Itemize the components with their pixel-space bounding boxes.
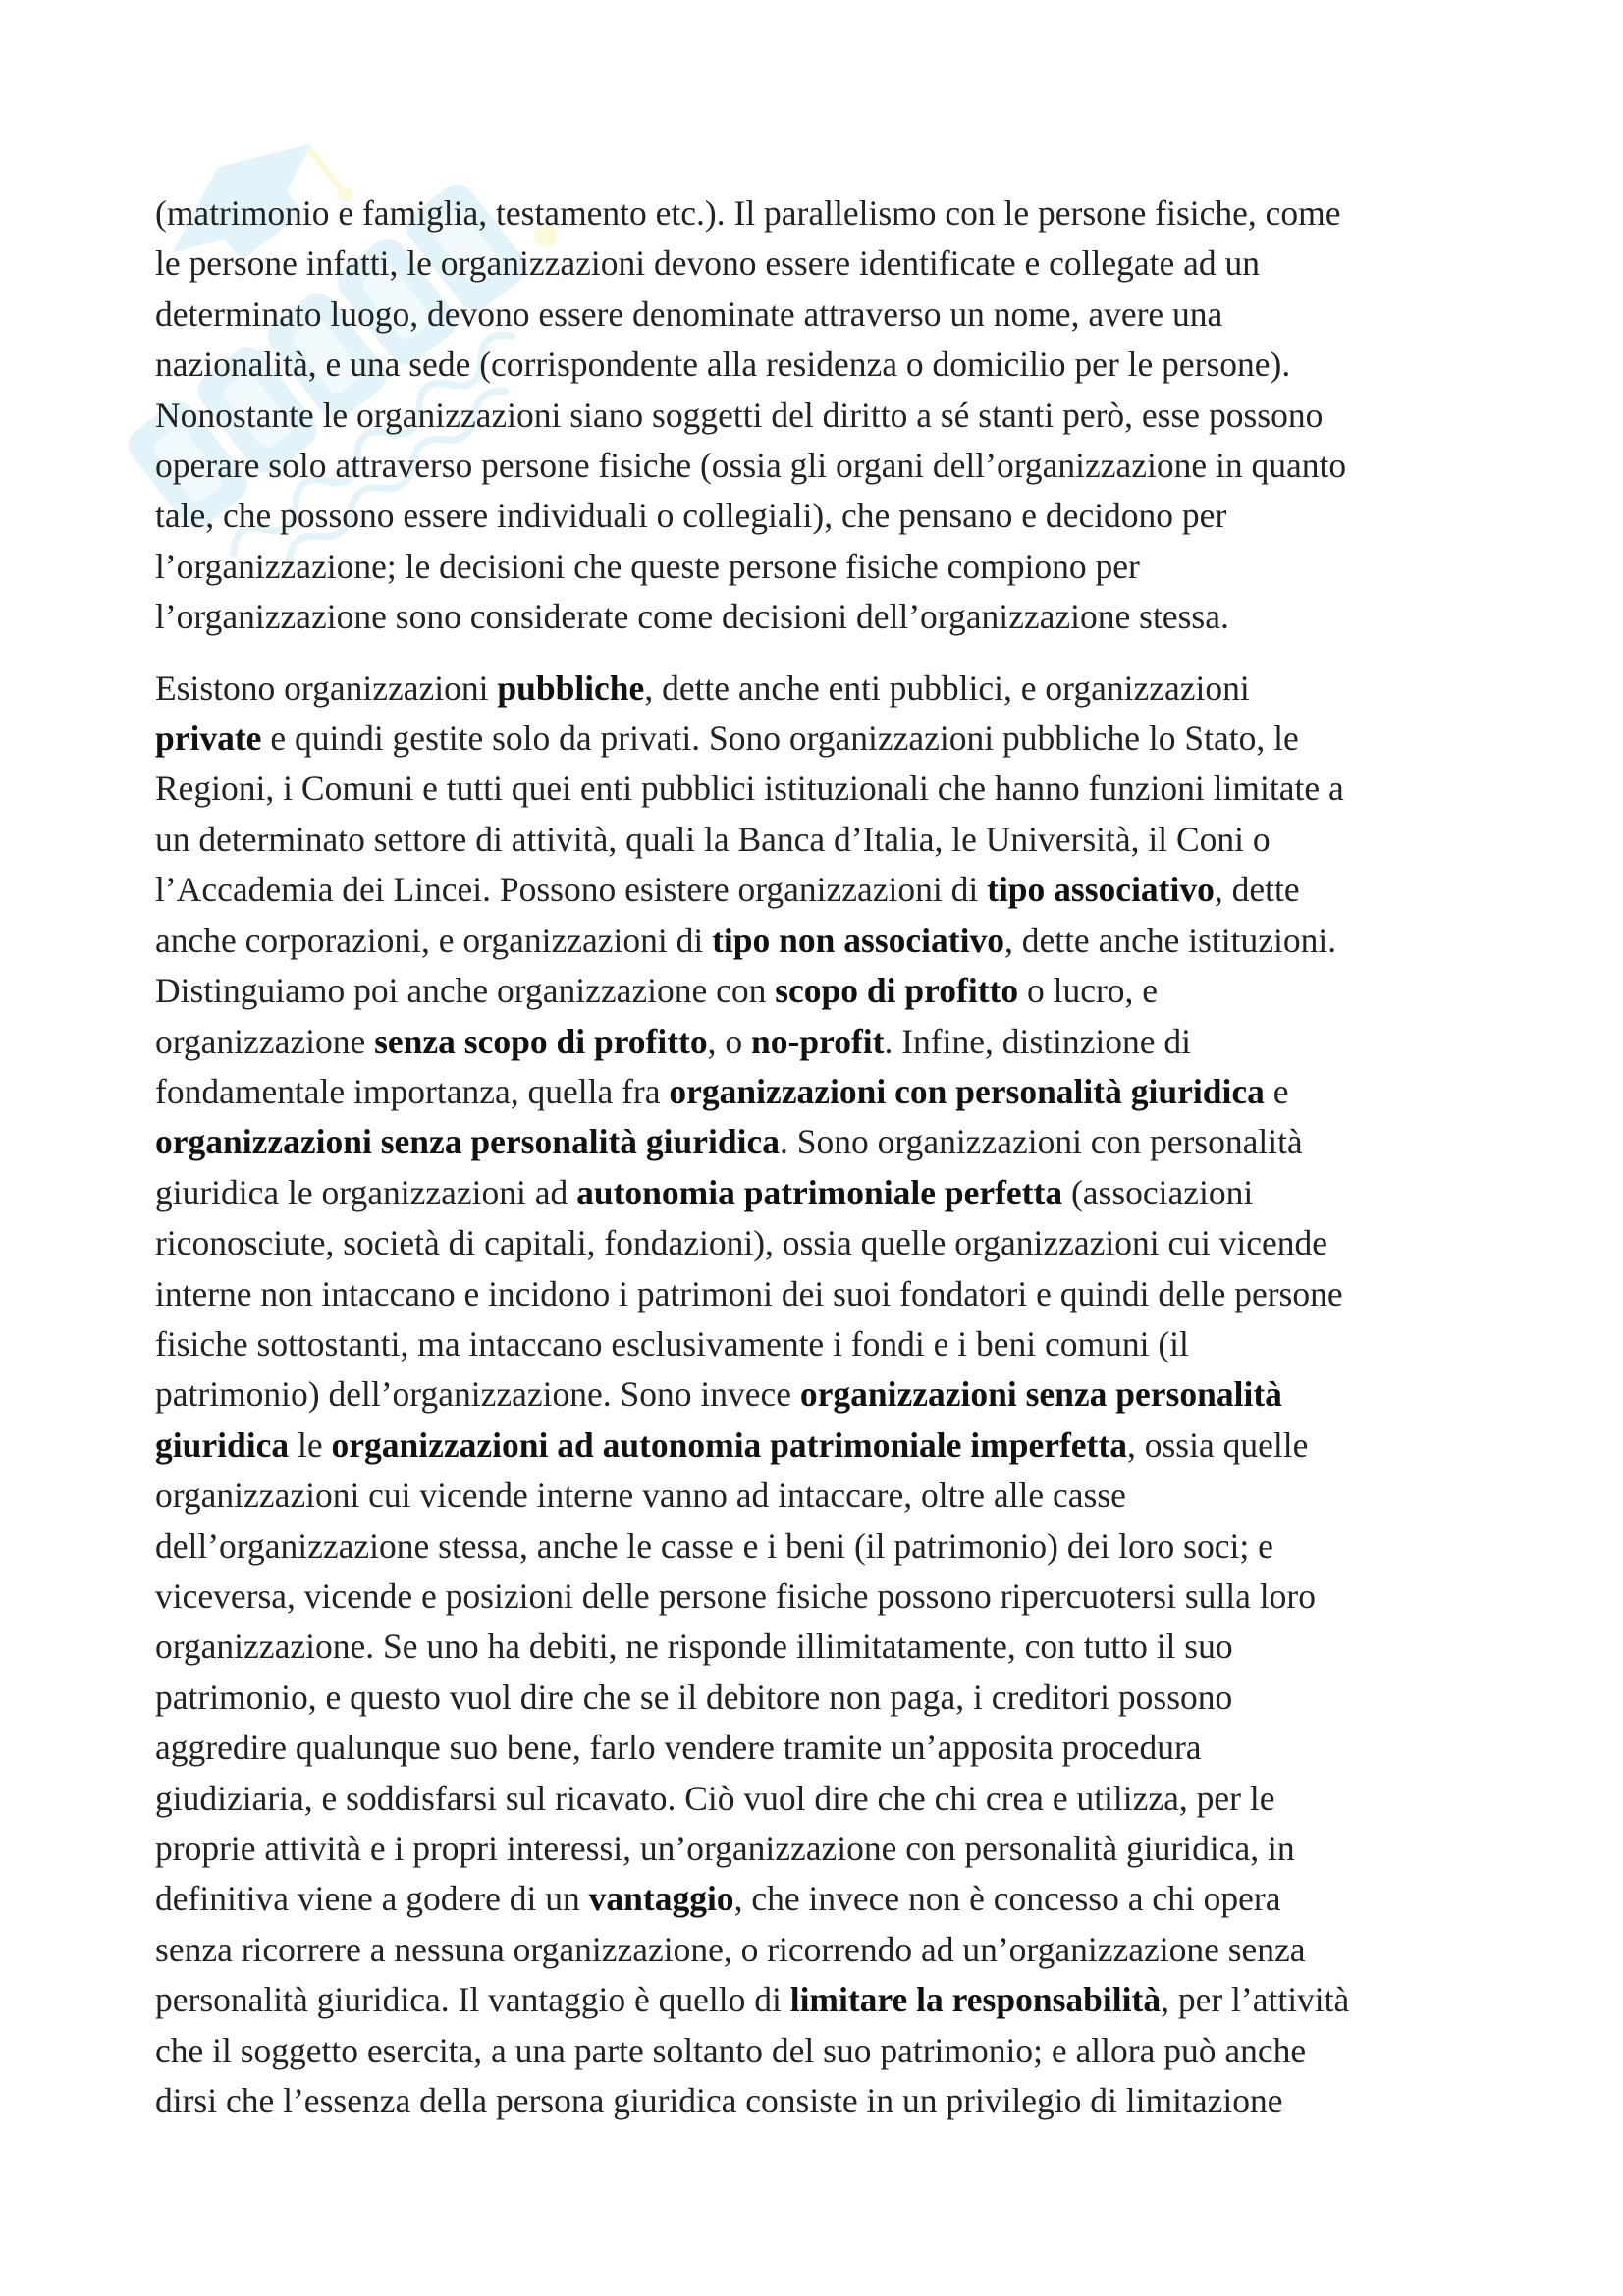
text-segment: che il soggetto esercita, a una parte soltanto del suo patrimonio; e allora può anche — [155, 2030, 1307, 2070]
text-segment: , dette anche enti pubblici, e organizzazioni — [644, 667, 1250, 708]
text-segment: e — [1264, 1071, 1289, 1111]
text-line — [155, 916, 1481, 966]
bold-term: private — [155, 719, 262, 759]
text-segment: Distinguiamo poi anche organizzazione con — [155, 971, 776, 1011]
text-segment: (matrimonio e famiglia, testamento etc.). Il parallelismo con le persone fisiche, come — [155, 193, 1341, 233]
text-line — [155, 714, 1481, 764]
text-segment: . Sono organizzazioni con personalità — [780, 1122, 1303, 1162]
text-segment: organizzazione. Se uno ha debiti, ne risponde illimitatamente, con tutto il suo — [155, 1627, 1233, 1667]
text-segment: o lucro, e — [1018, 971, 1159, 1011]
text-line — [155, 1522, 1481, 1572]
text-line — [155, 1168, 1481, 1218]
text-segment: organizzazione — [155, 1021, 375, 1061]
text-line — [155, 1572, 1481, 1622]
text-line — [155, 664, 1481, 714]
text-segment: l’Accademia dei Lincei. Possono esistere organizzazioni di — [155, 870, 988, 910]
text-segment: le — [289, 1424, 332, 1465]
text-line — [155, 340, 1481, 390]
text-line — [155, 1269, 1481, 1319]
text-line — [155, 1824, 1481, 1874]
bold-term: tipo non associativo — [712, 920, 1004, 960]
text-line — [155, 1673, 1481, 1723]
text-line — [155, 1369, 1481, 1419]
text-segment: patrimonio, e questo vuol dire che se il debitore non paga, i creditori possono — [155, 1677, 1233, 1717]
text-line — [155, 2026, 1481, 2076]
text-segment: le persone infatti, le organizzazioni devono essere identificate e collegate ad un — [155, 243, 1260, 284]
text-line — [155, 1067, 1481, 1117]
text-segment: Esistono organizzazioni — [155, 667, 498, 708]
text-segment: determinato luogo, devono essere denominate attraverso un nome, avere una — [155, 294, 1223, 334]
text-segment: personalità giuridica. Il vantaggio è quello di — [155, 1980, 790, 2020]
bold-term: senza scopo di profitto — [374, 1021, 708, 1061]
text-segment: l’organizzazione; le decisioni che queste persone fisiche compiono per — [155, 546, 1140, 586]
text-segment: , per l’attività — [1161, 1980, 1350, 2020]
text-segment: definitiva viene a godere di un — [155, 1879, 589, 1919]
text-segment: , ossia quelle — [1126, 1424, 1309, 1465]
text-segment: giudiziaria, e soddisfarsi sul ricavato. Ciò vuol dire che chi crea e utilizza, per le — [155, 1778, 1275, 1818]
text-segment: l’organizzazione sono considerate come decisioni dell’organizzazione stessa. — [155, 597, 1229, 637]
text-segment: senza ricorrere a nessuna organizzazione, o ricorrendo ad un’organizzazione senza — [155, 1929, 1306, 1969]
text-line — [155, 1470, 1481, 1521]
text-line — [155, 391, 1481, 441]
text-segment: un determinato settore di attività, quali la Banca d’Italia, le Università, il Coni o — [155, 819, 1271, 859]
text-segment: tale, che possono essere individuali o collegiali), che pensano e decidono per — [155, 496, 1227, 536]
text-line — [155, 239, 1481, 289]
text-segment: , dette — [1214, 870, 1300, 910]
text-line — [155, 188, 1481, 239]
text-line — [155, 1117, 1481, 1167]
text-line — [155, 1218, 1481, 1268]
text-segment: dirsi che l’essenza della persona giuridica consiste in un privilegio di limitazione — [155, 2081, 1283, 2121]
text-segment: , che invece non è concesso a chi opera — [733, 1879, 1281, 1919]
text-line — [155, 1723, 1481, 1773]
text-segment: anche corporazioni, e organizzazioni di — [155, 920, 713, 960]
bold-term: scopo di profitto — [775, 971, 1019, 1011]
bold-term: organizzazioni senza personalità — [799, 1374, 1282, 1415]
text-segment: riconosciute, società di capitali, fondazioni), ossia quelle organizzazioni cui vicende — [155, 1223, 1328, 1263]
text-line — [155, 1774, 1481, 1824]
text-segment: viceversa, vicende e posizioni delle persone fisiche possono ripercuotersi sulla loro — [155, 1575, 1316, 1616]
text-segment: nazionalità, e una sede (corrispondente alla residenza o domicilio per le persone). — [155, 345, 1291, 385]
bold-term: no-profit — [751, 1021, 885, 1061]
bold-term: tipo associativo — [987, 870, 1215, 910]
text-line — [155, 2076, 1481, 2126]
text-segment: Nonostante le organizzazioni siano soggetti del diritto a sé stanti però, esse possono — [155, 395, 1324, 435]
paragraph — [155, 188, 1481, 643]
text-line — [155, 966, 1481, 1016]
text-line — [155, 815, 1481, 865]
text-segment: . Infine, distinzione di — [884, 1021, 1191, 1061]
bold-term: autonomia patrimoniale perfetta — [576, 1172, 1063, 1212]
text-segment: proprie attività e i propri interessi, un’organizzazione con personalità giuridica, in — [155, 1829, 1295, 1868]
text-segment: operare solo attraverso persone fisiche (ossia gli organi dell’organizzazione in quanto — [155, 446, 1347, 486]
text-line — [155, 290, 1481, 340]
text-segment: Regioni, i Comuni e tutti quei enti pubblici istituzionali che hanno funzioni limitate a — [155, 769, 1344, 809]
text-line — [155, 1622, 1481, 1672]
text-segment: , o — [707, 1021, 752, 1061]
bold-term: organizzazioni ad autonomia patrimoniale imperfetta — [331, 1424, 1127, 1465]
bold-term: giuridica — [155, 1424, 290, 1465]
bold-term: organizzazioni con personalità giuridica — [669, 1071, 1265, 1111]
text-segment: , dette anche istituzioni. — [1003, 920, 1337, 960]
text-line — [155, 1874, 1481, 1924]
paragraph — [155, 664, 1481, 2127]
text-line — [155, 865, 1481, 915]
bold-term: vantaggio — [588, 1879, 734, 1919]
bold-term: limitare la responsabilità — [789, 1980, 1162, 2020]
text-line — [155, 1420, 1481, 1470]
text-segment: patrimonio) dell’organizzazione. Sono invece — [155, 1374, 800, 1415]
text-line — [155, 592, 1481, 642]
text-line — [155, 1319, 1481, 1369]
text-segment: aggredire qualunque suo bene, farlo vendere tramite un’apposita procedura — [155, 1728, 1202, 1768]
text-line — [155, 1017, 1481, 1067]
text-segment: e quindi gestite solo da privati. Sono organizzazioni pubbliche lo Stato, le — [261, 719, 1299, 759]
text-line — [155, 542, 1481, 592]
document-body — [155, 188, 1481, 2126]
text-segment: (associazioni — [1062, 1172, 1254, 1212]
text-line — [155, 1925, 1481, 1975]
text-line — [155, 441, 1481, 491]
text-segment: organizzazioni cui vicende interne vanno ad intaccare, oltre alle casse — [155, 1475, 1126, 1516]
text-line — [155, 1975, 1481, 2025]
bold-term: pubbliche — [497, 667, 645, 708]
text-segment: interne non intaccano e incidono i patrimoni dei suoi fondatori e quindi delle persone — [155, 1273, 1343, 1313]
text-segment: fondamentale importanza, quella fra — [155, 1071, 670, 1111]
bold-term: organizzazioni senza personalità giuridica — [155, 1122, 781, 1162]
text-segment: giuridica le organizzazioni ad — [155, 1172, 577, 1212]
text-segment: dell’organizzazione stessa, anche le casse e i beni (il patrimonio) dei loro soci; e — [155, 1525, 1273, 1566]
text-segment: fisiche sottostanti, ma intaccano esclusivamente i fondi e i beni comuni (il — [155, 1323, 1189, 1363]
text-line — [155, 491, 1481, 541]
text-line — [155, 764, 1481, 814]
